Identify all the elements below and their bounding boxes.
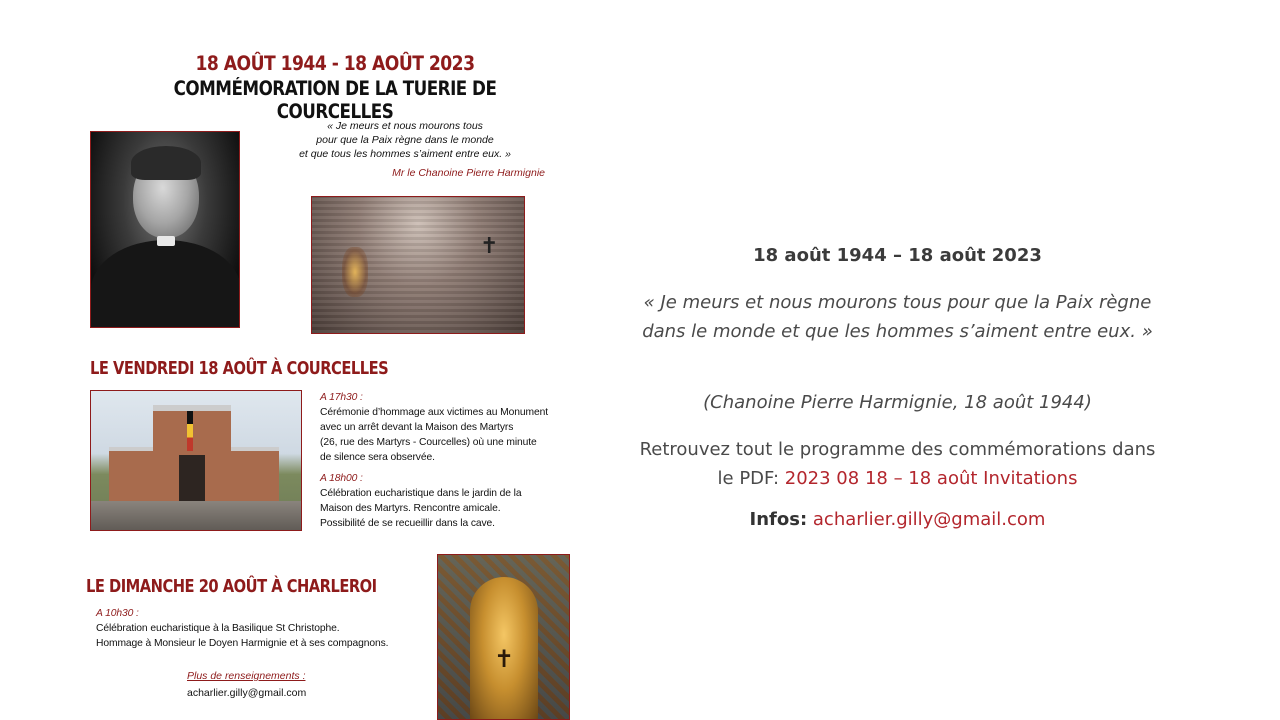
article-program-paragraph bbox=[635, 435, 1160, 493]
infos-label: Infos: bbox=[749, 509, 808, 530]
poster-quote-line: et que tous les hommes s’aiment entre eux. » bbox=[299, 148, 511, 160]
article-infos bbox=[620, 509, 1175, 530]
event-text-line: Cérémonie d’hommage aux victimes au Monument bbox=[320, 407, 548, 418]
cave-image bbox=[311, 196, 525, 334]
monument-image bbox=[90, 390, 302, 531]
event-time: A 10h30 : bbox=[96, 608, 139, 619]
event-text-line: Hommage à Monsieur le Doyen Harmignie et à ses compagnons. bbox=[96, 638, 389, 649]
priest-portrait-image bbox=[90, 131, 240, 328]
event-text-line: Célébration eucharistique dans le jardin de la bbox=[320, 488, 522, 499]
article-date-line: 18 août 1944 – 18 août 2023 bbox=[753, 245, 1042, 266]
friday-event-1 bbox=[320, 390, 590, 465]
poster-title-dates: 18 AOÛT 1944 - 18 AOÛT 2023 bbox=[195, 52, 475, 75]
program-text: Retrouvez tout le programme des commémorations dans le PDF: bbox=[639, 439, 1156, 489]
event-time: A 18h00 : bbox=[320, 473, 363, 484]
cave-candle-glow bbox=[342, 247, 368, 297]
belgian-flag-icon bbox=[187, 411, 193, 451]
event-text-line: de silence sera observée. bbox=[320, 452, 435, 463]
sunday-event bbox=[96, 606, 426, 651]
priest-hair bbox=[131, 146, 201, 180]
event-text-line: Maison des Martyrs. Rencontre amicale. bbox=[320, 503, 501, 514]
poster-quote-line: « Je meurs et nous mourons tous bbox=[327, 120, 483, 132]
article-quote-source: (Chanoine Pierre Harmignie, 18 août 1944) bbox=[703, 392, 1092, 413]
event-text-line: (26, rue des Martyrs - Courcelles) où une minute bbox=[320, 437, 537, 448]
poster-quote-author: Mr le Chanoine Pierre Harmignie bbox=[392, 167, 545, 179]
sunday-section-title: LE DIMANCHE 20 AOÛT À CHARLEROI bbox=[86, 577, 377, 597]
poster-quote-line: pour que la Paix règne dans le monde bbox=[316, 134, 494, 146]
friday-event-2 bbox=[320, 471, 590, 531]
poster-title-main: COMMÉMORATION DE LA TUERIE DE COURCELLES bbox=[173, 77, 497, 123]
basilica-image bbox=[437, 554, 570, 720]
event-text-line: avec un arrêt devant la Maison des Martyrs bbox=[320, 422, 514, 433]
poster-quote bbox=[270, 119, 540, 161]
priest-cassock bbox=[91, 240, 240, 328]
infos-email-link[interactable]: acharlier.gilly@gmail.com bbox=[812, 509, 1046, 530]
cross-icon: ✝ bbox=[480, 233, 499, 258]
priest-collar bbox=[157, 236, 175, 246]
monument-wing-left bbox=[109, 447, 155, 501]
event-text-line: Possibilité de se recueillir dans la cave. bbox=[320, 518, 495, 529]
cross-icon: ✝ bbox=[494, 646, 515, 673]
poster-contact-email: acharlier.gilly@gmail.com bbox=[187, 687, 307, 699]
pdf-invitations-link[interactable]: 2023 08 18 – 18 août Invitations bbox=[784, 468, 1078, 489]
monument-wing-right bbox=[229, 447, 279, 501]
more-info-label: Plus de renseignements : bbox=[187, 670, 306, 682]
article-quote: « Je meurs et nous mourons tous pour que la Paix règne dans le monde et que les hommes s’aiment entre eux. » bbox=[642, 292, 1153, 342]
event-time: A 17h30 : bbox=[320, 392, 363, 403]
monument-ground bbox=[91, 501, 302, 531]
monument-door bbox=[179, 455, 205, 501]
event-text-line: Célébration eucharistique à la Basilique St Christophe. bbox=[96, 623, 340, 634]
friday-section-title: LE VENDREDI 18 AOÛT À COURCELLES bbox=[90, 359, 389, 379]
commemoration-poster bbox=[80, 40, 590, 720]
